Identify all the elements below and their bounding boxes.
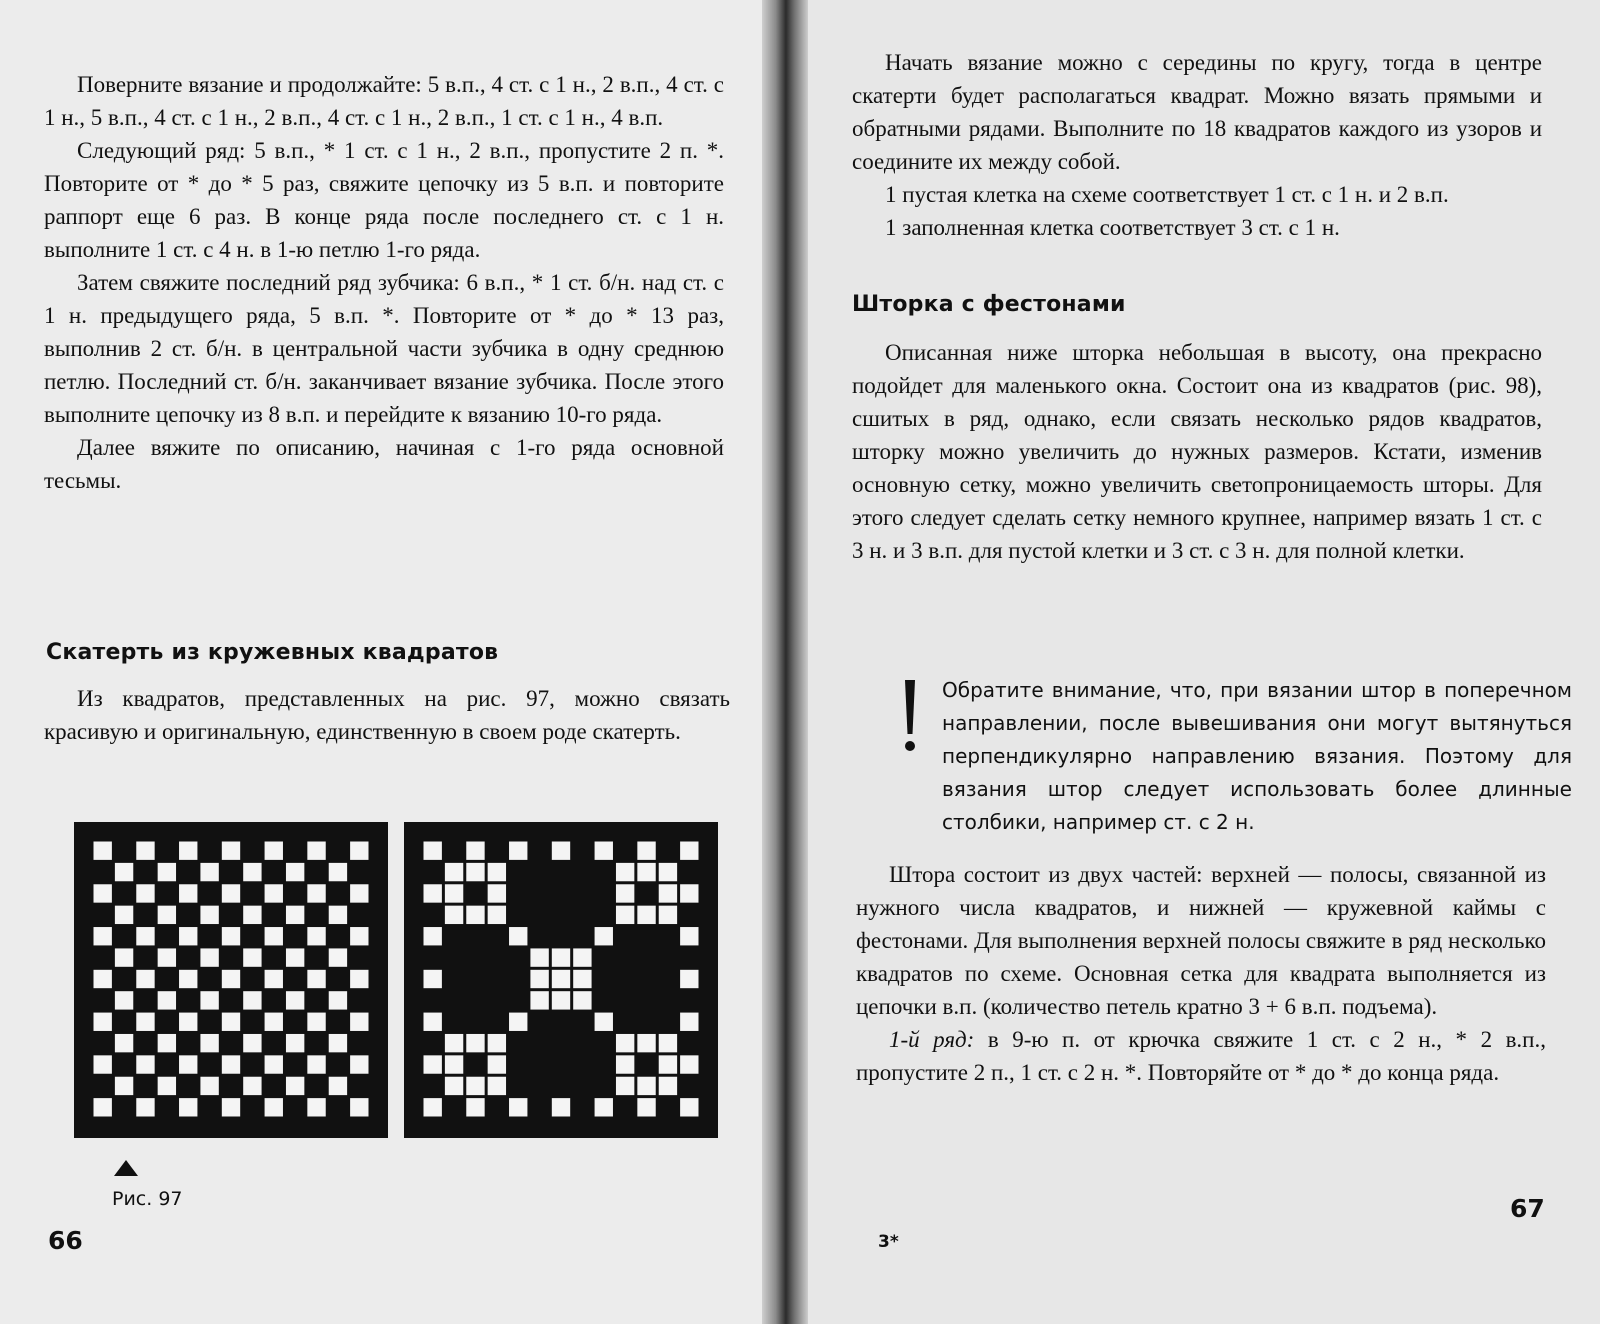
open-cell <box>94 927 112 945</box>
open-cell <box>530 948 548 966</box>
open-cell <box>94 884 112 902</box>
figure-caption: Рис. 97 <box>112 1188 183 1210</box>
open-cell <box>307 927 325 945</box>
open-cell <box>530 970 548 988</box>
open-cell <box>307 1055 325 1073</box>
open-cell <box>307 842 325 860</box>
open-cell <box>243 991 261 1009</box>
open-cell <box>350 1098 368 1116</box>
open-cell <box>115 906 133 924</box>
open-cell <box>680 1013 698 1031</box>
open-cell <box>158 906 176 924</box>
left-paragraph: Далее вяжите по описанию, начиная с 1-го ряда основной тесьмы. <box>44 435 724 493</box>
open-cell <box>488 863 506 881</box>
figure-pointer-icon <box>114 1160 138 1176</box>
open-cell <box>329 991 347 1009</box>
right-paragraph: Начать вязание можно с середины по кругу, тогда в центре скатерти будет располагаться квадрат. Можно вязать прямыми и обратными рядами. Выполните по 18 квадратов каждого из узоров и соедините их между собой. <box>852 50 1542 174</box>
open-cell <box>573 991 591 1009</box>
checkerboard-pattern-chart <box>74 822 388 1138</box>
open-cell <box>488 906 506 924</box>
open-cell <box>509 842 527 860</box>
open-cell <box>265 1013 283 1031</box>
open-cell <box>200 948 218 966</box>
open-cell <box>573 948 591 966</box>
open-cell <box>616 906 634 924</box>
open-cell <box>94 970 112 988</box>
row1-text: в 9-ю п. от крючка свяжите 1 ст. с 2 н., * 2 в.п., пропустите 2 п., 1 ст. с 2 н. *. Повторяйте от * до * до конца ряда. <box>856 1027 1546 1085</box>
open-cell <box>158 863 176 881</box>
left-intro-text <box>44 68 724 497</box>
open-cell <box>637 1034 655 1052</box>
open-cell <box>265 927 283 945</box>
open-cell <box>179 927 197 945</box>
open-cell <box>265 1098 283 1116</box>
open-cell <box>488 1034 506 1052</box>
attention-note <box>902 674 1572 839</box>
open-cell <box>445 1034 463 1052</box>
open-cell <box>680 884 698 902</box>
open-cell <box>286 1077 304 1095</box>
open-cell <box>307 1098 325 1116</box>
open-cell <box>179 884 197 902</box>
open-cell <box>222 884 240 902</box>
open-cell <box>680 927 698 945</box>
tablecloth-paragraph: Из квадратов, представленных на рис. 97, можно связать красивую и оригинальную, единственную в своем роде скатерть. <box>44 686 730 744</box>
open-cell <box>445 863 463 881</box>
open-cell <box>350 1013 368 1031</box>
open-cell <box>179 1098 197 1116</box>
open-cell <box>659 1077 677 1095</box>
open-cell <box>265 970 283 988</box>
open-cell <box>200 1034 218 1052</box>
open-cell <box>179 1055 197 1073</box>
open-cell <box>136 970 154 988</box>
page-number-right: 67 <box>1510 1194 1545 1223</box>
open-cell <box>179 842 197 860</box>
row1-instruction <box>856 1023 1546 1089</box>
open-cell <box>445 1077 463 1095</box>
open-cell <box>179 1013 197 1031</box>
open-cell <box>222 970 240 988</box>
curtain-intro <box>852 336 1542 567</box>
open-cell <box>616 1055 634 1073</box>
open-cell <box>115 1077 133 1095</box>
open-cell <box>424 842 442 860</box>
open-cell <box>200 906 218 924</box>
open-cell <box>488 1055 506 1073</box>
open-cell <box>659 906 677 924</box>
open-cell <box>552 1098 570 1116</box>
book-gutter <box>762 0 808 1324</box>
open-cell <box>637 842 655 860</box>
open-cell <box>200 863 218 881</box>
open-cell <box>552 970 570 988</box>
open-cell <box>222 927 240 945</box>
open-cell <box>573 970 591 988</box>
left-paragraph: Затем свяжите последний ряд зубчика: 6 в.п., * 1 ст. б/н. над ст. с 1 н. предыдущего ряда, 5 в.п. *. Повторите от * до * 13 раз, выполнив 2 ст. б/н. в центральной части зубчика в одну среднюю петлю. Последний ст. б/н. заканчивает вязание зубчика. После этого выполните цепочку из 8 в.п. и перейдите к вязанию 10-го ряда. <box>44 270 724 427</box>
open-cell <box>680 1098 698 1116</box>
open-cell <box>286 906 304 924</box>
open-cell <box>659 1055 677 1073</box>
open-cell <box>329 948 347 966</box>
open-cell <box>424 1055 442 1073</box>
open-cell <box>552 991 570 1009</box>
open-cell <box>616 884 634 902</box>
open-cell <box>659 863 677 881</box>
open-cell <box>466 863 484 881</box>
open-cell <box>265 1055 283 1073</box>
open-cell <box>680 842 698 860</box>
open-cell <box>350 927 368 945</box>
open-cell <box>115 991 133 1009</box>
section-heading-tablecloth: Скатерть из кружевных квадратов <box>46 640 499 665</box>
open-cell <box>307 884 325 902</box>
open-cell <box>509 1098 527 1116</box>
open-cell <box>243 1034 261 1052</box>
open-cell <box>595 1013 613 1031</box>
open-cell <box>286 948 304 966</box>
open-cell <box>466 1034 484 1052</box>
open-cell <box>616 863 634 881</box>
open-cell <box>136 1013 154 1031</box>
open-cell <box>115 1034 133 1052</box>
curtain-construction-paragraph: Штора состоит из двух частей: верхней — полосы, связанной из нужного числа квадратов, и нижней — кружевной каймы с фестонами. Для выполнения верхней полосы свяжите в ряд несколько квадратов по схеме. Основная сетка для квадрата выполняется из цепочки в.п. (количество петель кратно 3 + 6 в.п. подъема). <box>856 862 1546 1019</box>
open-cell <box>509 927 527 945</box>
open-cell <box>552 842 570 860</box>
left-page <box>0 0 762 1324</box>
open-cell <box>350 970 368 988</box>
open-cell <box>350 842 368 860</box>
open-cell <box>530 991 548 1009</box>
open-cell <box>595 842 613 860</box>
open-cell <box>307 1013 325 1031</box>
lace-motif-pattern-chart <box>404 822 718 1138</box>
open-cell <box>350 884 368 902</box>
open-cell <box>616 1034 634 1052</box>
open-cell <box>329 1077 347 1095</box>
left-paragraph: Следующий ряд: 5 в.п., * 1 ст. с 1 н., 2 в.п., пропустите 2 п. *. Повторите от * до * 5 раз, свяжите цепочку из 5 в.п. и повторите раппорт еще 6 раз. В конце ряда после последнего ст. с 1 н. выполните 1 ст. с 4 н. в 1-ю петлю 1-го ряда. <box>44 138 724 262</box>
open-cell <box>243 948 261 966</box>
open-cell <box>136 1098 154 1116</box>
signature-mark: 3* <box>878 1232 899 1252</box>
curtain-construction-text <box>856 858 1546 1089</box>
open-cell <box>445 906 463 924</box>
open-cell <box>424 927 442 945</box>
open-cell <box>243 863 261 881</box>
open-cell <box>136 884 154 902</box>
right-paragraph: 1 пустая клетка на схеме соответствует 1 ст. с 1 н. и 2 в.п. <box>885 182 1449 207</box>
open-cell <box>115 948 133 966</box>
open-cell <box>243 906 261 924</box>
open-cell <box>222 1055 240 1073</box>
open-cell <box>94 1098 112 1116</box>
open-cell <box>94 1055 112 1073</box>
open-cell <box>445 884 463 902</box>
open-cell <box>329 863 347 881</box>
open-cell <box>136 1055 154 1073</box>
open-cell <box>243 1077 261 1095</box>
open-cell <box>466 906 484 924</box>
open-cell <box>136 927 154 945</box>
open-cell <box>222 1098 240 1116</box>
open-cell <box>424 1098 442 1116</box>
open-cell <box>445 1055 463 1073</box>
open-cell <box>286 863 304 881</box>
open-cell <box>286 1034 304 1052</box>
open-cell <box>488 884 506 902</box>
open-cell <box>94 1013 112 1031</box>
right-paragraph: 1 заполненная клетка соответствует 3 ст. с 1 н. <box>885 215 1340 240</box>
open-cell <box>595 1098 613 1116</box>
open-cell <box>329 1034 347 1052</box>
open-cell <box>158 1077 176 1095</box>
open-cell <box>200 991 218 1009</box>
open-cell <box>329 906 347 924</box>
open-cell <box>179 970 197 988</box>
open-cell <box>158 1034 176 1052</box>
open-cell <box>637 1098 655 1116</box>
open-cell <box>115 863 133 881</box>
page-number-left: 66 <box>48 1226 83 1255</box>
open-cell <box>680 970 698 988</box>
section-heading-curtain: Шторка с фестонами <box>852 292 1126 317</box>
curtain-paragraph: Описанная ниже шторка небольшая в высоту, она прекрасно подойдет для маленького окна. Состоит она из квадратов (рис. 98), сшитых в ряд, однако, если связать несколько рядов квадратов, шторку можно увеличить до нужных размеров. Кстати, изменив основную сетку, можно увеличить светопроницаемость шторы. Для этого следует сделать сетку немного крупнее, например вязать 1 ст. с 3 н. и 3 в.п. для пустой клетки и 3 ст. с 3 н. для полной клетки. <box>852 340 1542 563</box>
open-cell <box>424 970 442 988</box>
open-cell <box>136 842 154 860</box>
open-cell <box>466 842 484 860</box>
open-cell <box>265 842 283 860</box>
open-cell <box>552 948 570 966</box>
open-cell <box>222 842 240 860</box>
open-cell <box>466 1077 484 1095</box>
open-cell <box>488 1077 506 1095</box>
open-cell <box>158 991 176 1009</box>
open-cell <box>509 1013 527 1031</box>
attention-note-text: Обратите внимание, что, при вязании штор в поперечном направлении, после вывешивания они могут вытянуться перпендикулярно направлению вязания. Поэтому для вязания штор следует использовать более длинные столбики, например ст. с 2 н. <box>942 678 1572 834</box>
open-cell <box>307 970 325 988</box>
open-cell <box>616 1077 634 1095</box>
open-cell <box>222 1013 240 1031</box>
open-cell <box>637 1077 655 1095</box>
figure-97 <box>74 822 734 1140</box>
left-paragraph: Поверните вязание и продолжайте: 5 в.п., 4 ст. с 1 н., 2 в.п., 4 ст. с 1 н., 5 в.п., 4 ст. с 1 н., 2 в.п., 4 ст. с 1 н., 2 в.п., 1 ст. с 1 н., 4 в.п. <box>44 72 724 130</box>
open-cell <box>158 948 176 966</box>
open-cell <box>200 1077 218 1095</box>
open-cell <box>680 1055 698 1073</box>
right-intro-text <box>852 46 1542 244</box>
row1-label: 1-й ряд: <box>889 1027 975 1052</box>
open-cell <box>659 884 677 902</box>
open-cell <box>265 884 283 902</box>
open-cell <box>595 927 613 945</box>
tablecloth-intro <box>44 682 730 748</box>
open-cell <box>637 863 655 881</box>
open-cell <box>286 991 304 1009</box>
open-cell <box>424 884 442 902</box>
open-cell <box>94 842 112 860</box>
open-cell <box>637 906 655 924</box>
open-cell <box>466 1098 484 1116</box>
open-cell <box>350 1055 368 1073</box>
open-cell <box>659 1034 677 1052</box>
open-cell <box>424 1013 442 1031</box>
